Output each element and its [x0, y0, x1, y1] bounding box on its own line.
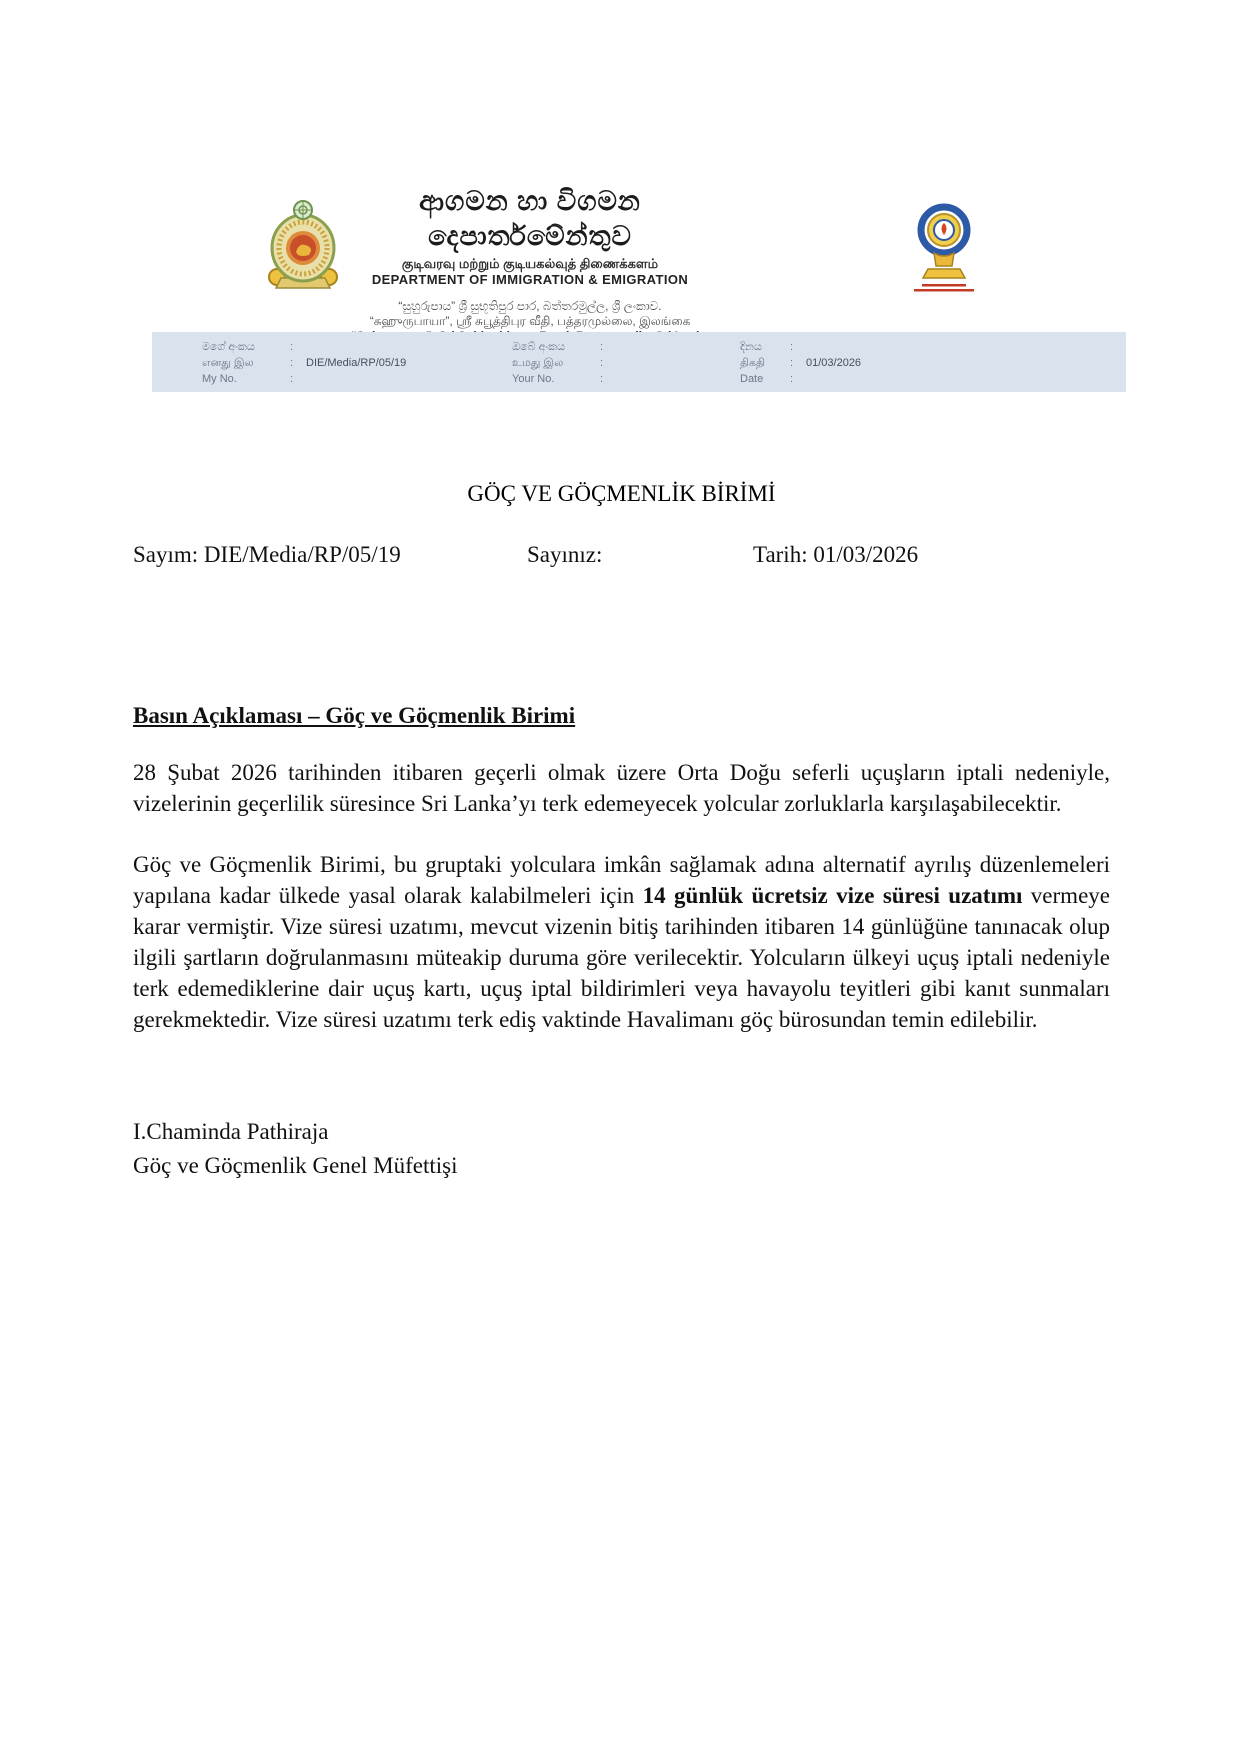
emblem-caption-line — [922, 284, 966, 287]
ref-band-date-column — [740, 339, 861, 387]
reference-band — [152, 332, 1126, 392]
colon: : — [790, 341, 794, 353]
date-label-sinhala: දිනය — [740, 341, 762, 353]
signature-title: Göç ve Göçmenlik Genel Müfettişi — [133, 1153, 458, 1178]
paragraph-1: 28 Şubat 2026 tarihinden itibaren geçerli olmak üzere Orta Doğu seferli uçuşların iptali nedeniyle, vizelerinin geçerlilik süresince Sri Lanka’yı terk edemeyecek yolcular zorluklarla karşılaşabilecektir. — [133, 760, 1110, 816]
paragraph-2-post: vermeye karar vermiştir. Vize süresi uzatımı, mevcut vizenin bitiş tarihinden itibaren 14 günlüğüne tanınacak olup ilgili şartların doğrulanmasını müteakip duruma göre verilecektir. Yolcuların ülkeyi uçuş iptali nedeniyle terk edemediklerine dair uçuş kartı, uçuş iptal bildirimleri veya havayolu teyitleri gibi kanıt sunmaları gerekmektedir. Vize süresi uzatımı terk ediş vaktinde Havalimanı göç bürosundan temin edilebilir. — [133, 883, 1110, 1032]
ref-band-my-no-column — [202, 339, 406, 387]
dept-title-english: DEPARTMENT OF IMMIGRATION & EMIGRATION — [371, 272, 689, 287]
colon: : — [790, 373, 794, 385]
your-number-text: Sayınız: — [527, 542, 603, 567]
date-label-tamil: திகதி — [740, 357, 766, 369]
colon: : — [600, 373, 604, 385]
your-no-label-english: Your No. — [512, 373, 555, 385]
ref-band-your-no-column — [512, 339, 606, 387]
emblem-caption-line — [914, 289, 974, 292]
ministry-emblem-logo — [903, 196, 985, 296]
letterhead-title-block — [300, 184, 760, 344]
paragraph-2 — [133, 849, 1110, 1035]
reference-line — [133, 539, 1110, 570]
address-tamil: “சுஹுருபாயா”, ஸ்ரீ சுபூத்திபுர வீதி, பத்தரமுல்லை, இலங்கை — [369, 314, 691, 328]
date-text: Tarih: 01/03/2026 — [753, 542, 919, 567]
dept-title-tamil: குடிவரவு மற்றும் குடியகல்வுத் திணைக்களம் — [401, 256, 659, 271]
colon: : — [600, 341, 604, 353]
colon: : — [290, 357, 294, 369]
page-title: GÖÇ VE GÖÇMENLİK BİRİMİ — [467, 481, 776, 506]
ministry-emblem-icon — [903, 196, 985, 296]
my-no-label-english: My No. — [202, 373, 237, 385]
colon: : — [290, 373, 294, 385]
date-value: 01/03/2026 — [806, 357, 862, 369]
letterhead — [0, 0, 1240, 392]
my-no-label-tamil: எனது இல — [202, 357, 254, 369]
paragraph-2-bold-phrase: 14 günlük ücretsiz vize süresi uzatımı — [642, 883, 1023, 908]
document-body — [133, 392, 1110, 1183]
colon: : — [600, 357, 604, 369]
press-release-heading — [133, 700, 1110, 731]
dept-title-sinhala-line2: දෙපාර්තමේන්තුව — [428, 221, 632, 251]
dept-title-sinhala-line1: ආගමන හා විගමන — [419, 186, 641, 216]
my-no-label-sinhala: මගේ අංකය — [202, 341, 255, 353]
date-label-english: Date — [740, 373, 764, 385]
your-no-label-tamil: உமது இல — [512, 357, 564, 369]
your-no-label-sinhala: ඔබේ අංකය — [512, 341, 565, 353]
colon: : — [790, 357, 794, 369]
address-sinhala: “සුහුරුපාය” ශ්‍රී සුභූතිපුර පාර, බත්තරමුල්ල, ශ්‍රී ලංකාව. — [398, 299, 662, 313]
colon: : — [290, 341, 294, 353]
press-release-heading-text: Basın Açıklaması – Göç ve Göçmenlik Birimi — [133, 703, 576, 728]
my-no-value: DIE/Media/RP/05/19 — [306, 357, 407, 369]
my-number-text: Sayım: DIE/Media/RP/05/19 — [133, 542, 401, 567]
paragraph-2-pre: Göç ve Göçmenlik Birimi, bu gruptaki yolculara imkân sağlamak adına alternatif ayrılış düzenlemeleri yapılana kadar ülkede yasal olarak kalabilmeleri için — [133, 852, 1110, 908]
signature-name: I.Chaminda Pathiraja — [133, 1119, 329, 1144]
signature-block — [133, 1115, 1110, 1183]
